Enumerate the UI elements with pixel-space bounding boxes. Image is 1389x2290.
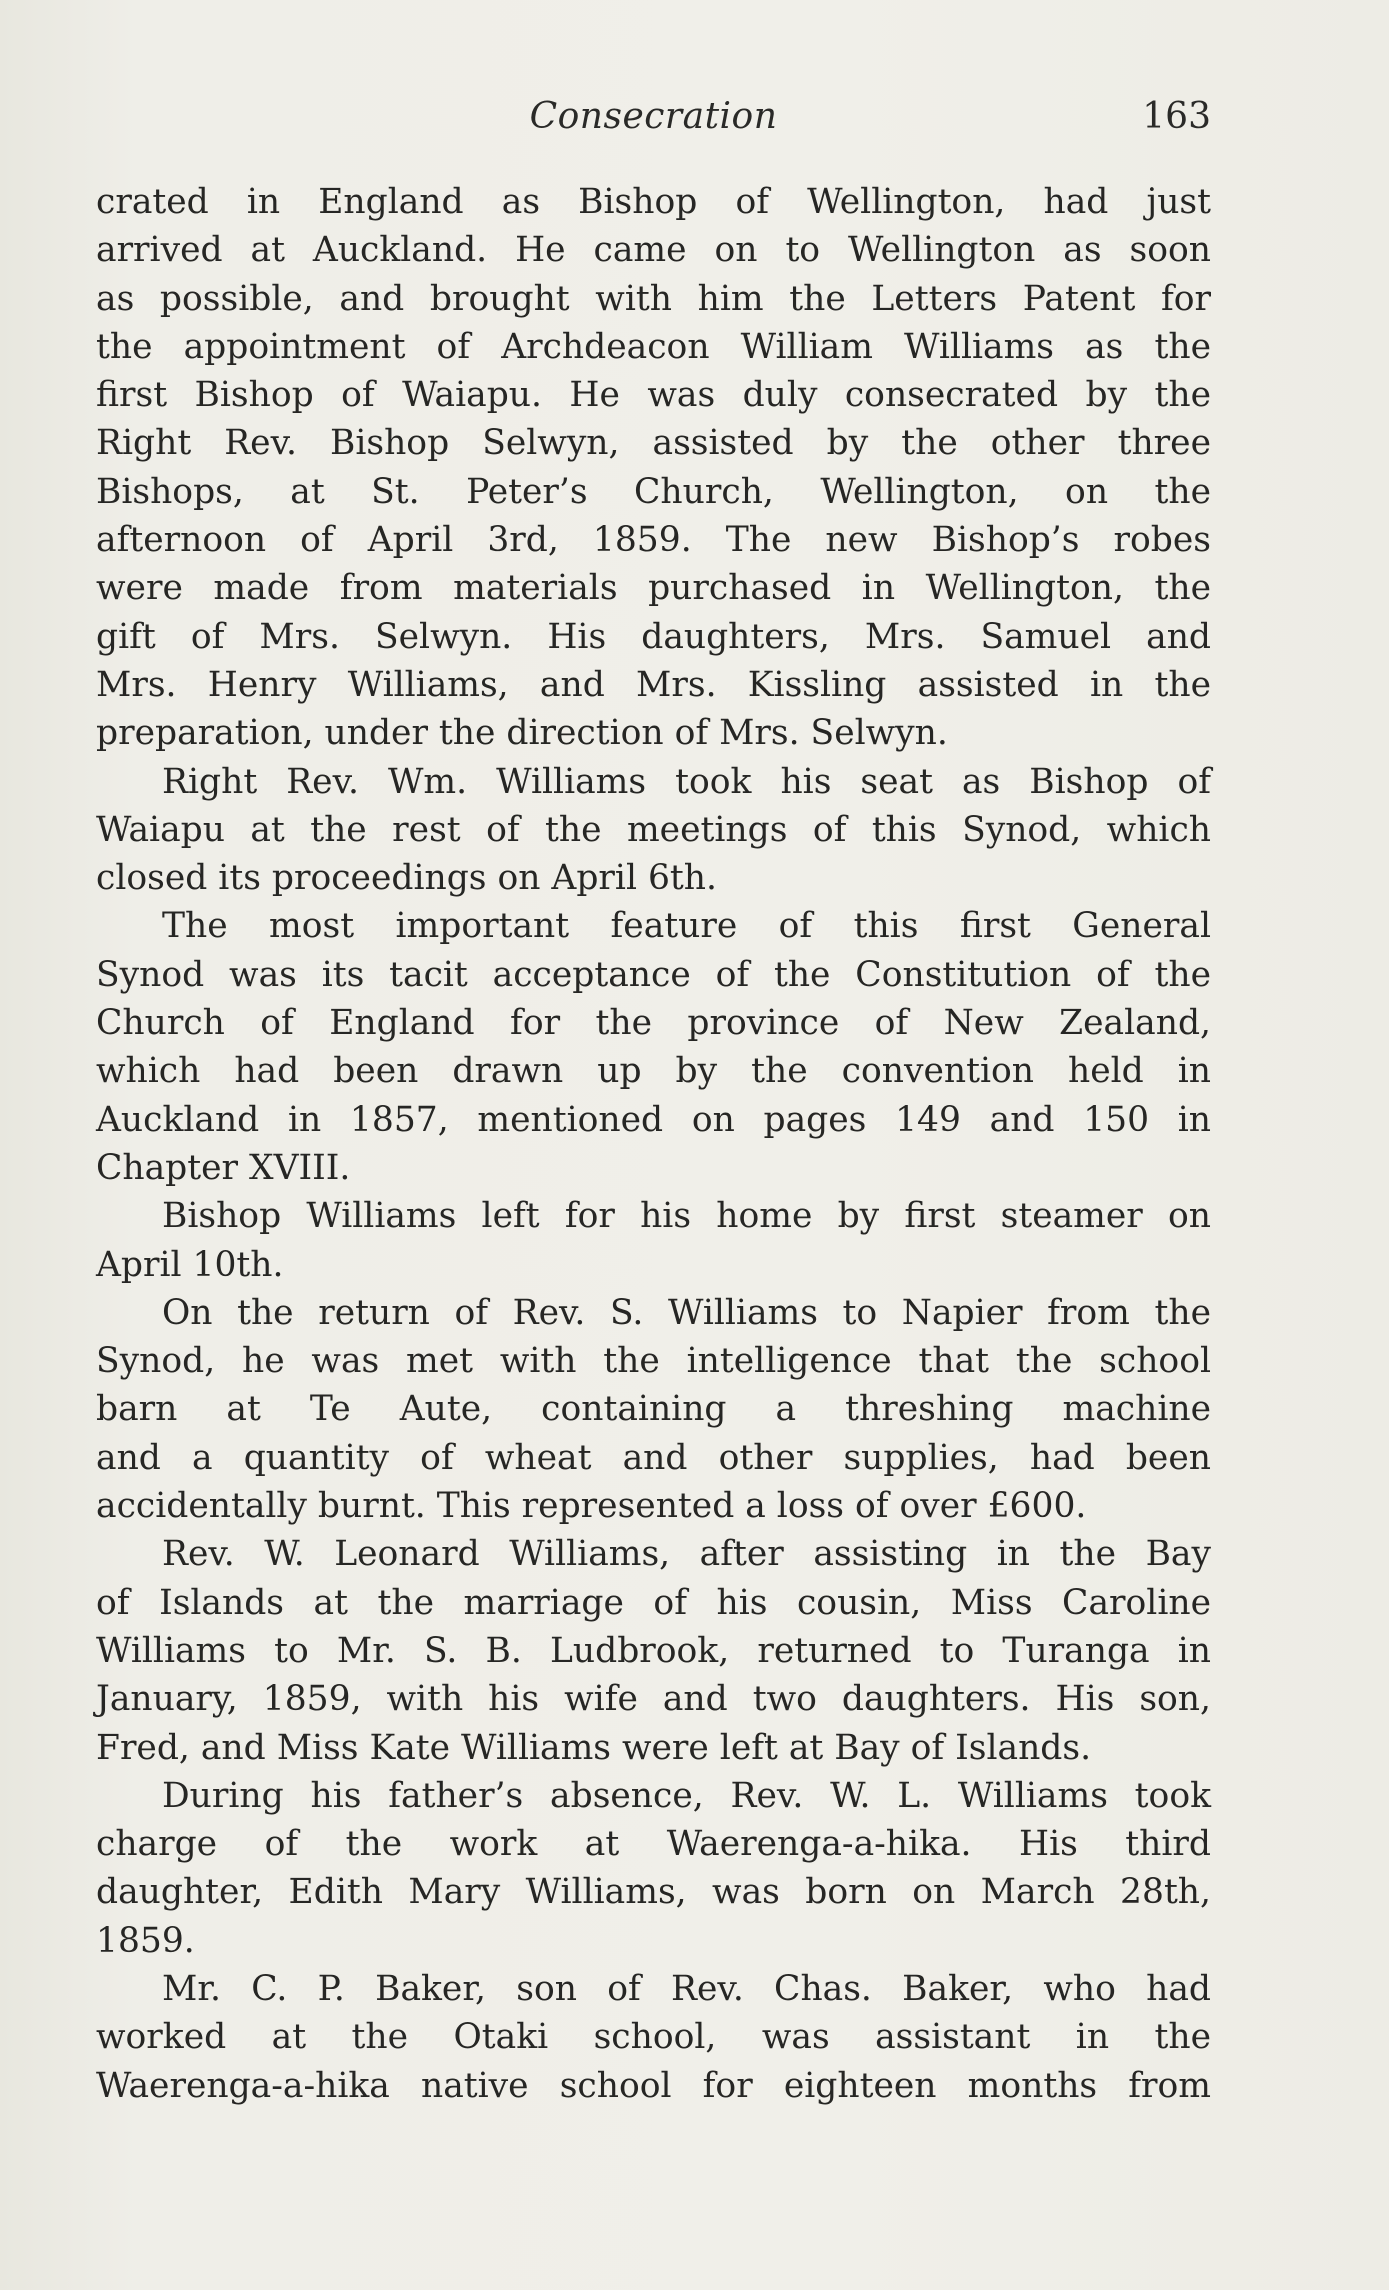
text-line: April 10th.	[96, 1244, 284, 1285]
page-number: 163	[1142, 96, 1211, 137]
paragraph	[96, 1530, 1211, 1771]
paragraph	[96, 1772, 1211, 1965]
text-line: afternoon of April 3rd, 1859. The new Bishop’s robes	[96, 520, 1211, 561]
text-line: Waiapu at the rest of the meetings of this Synod, which	[96, 809, 1211, 850]
text-line: preparation, under the direction of Mrs. Selwyn.	[96, 713, 948, 754]
text-line: Right Rev. Wm. Williams took his seat as Bishop of	[162, 761, 1211, 802]
text-line: first Bishop of Waiapu. He was duly consecrated by the	[96, 375, 1211, 416]
text-line: Rev. W. Leonard Williams, after assisting in the Bay	[162, 1534, 1211, 1575]
text-line: During his father’s absence, Rev. W. L. Williams took	[162, 1775, 1211, 1816]
text-line: 1859.	[96, 1920, 195, 1961]
text-line: charge of the work at Waerenga-a-hika. His third	[96, 1824, 1211, 1865]
text-line: Synod was its tacit acceptance of the Constitution of the	[96, 954, 1211, 995]
paragraph	[96, 1289, 1211, 1530]
text-line: which had been drawn up by the convention held in	[96, 1051, 1211, 1092]
text-line: Synod, he was met with the intelligence that the school	[96, 1341, 1211, 1382]
text-line: Right Rev. Bishop Selwyn, assisted by the other three	[96, 423, 1211, 464]
text-line: The most important feature of this first General	[162, 906, 1211, 947]
text-line: barn at Te Aute, containing a threshing machine	[96, 1389, 1211, 1430]
text-line: closed its proceedings on April 6th.	[96, 858, 717, 899]
text-line: of Islands at the marriage of his cousin, Miss Caroline	[96, 1582, 1211, 1623]
text-line: and a quantity of wheat and other supplies, had been	[96, 1437, 1211, 1478]
paragraph	[96, 1965, 1211, 2110]
text-line: accidentally burnt. This represented a loss of over £600.	[96, 1486, 1087, 1527]
text-line: gift of Mrs. Selwyn. His daughters, Mrs. Samuel and	[96, 616, 1211, 657]
text-line: Chapter XVIII.	[96, 1147, 351, 1188]
text-line: crated in England as Bishop of Wellington, had just	[96, 182, 1211, 222]
text-line: worked at the Otaki school, was assistant in the	[96, 2017, 1211, 2058]
text-line: Bishops, at St. Peter’s Church, Wellington, on the	[96, 471, 1211, 512]
text-line: On the return of Rev. S. Williams to Napier from the	[162, 1292, 1211, 1333]
paragraph	[96, 758, 1211, 903]
text-line: Waerenga-a-hika native school for eighteen months from	[96, 2065, 1211, 2106]
text-line: as possible, and brought with him the Letters Patent for	[96, 278, 1211, 319]
text-line: arrived at Auckland. He came on to Wellington as soon	[96, 230, 1211, 271]
text-line: Williams to Mr. S. B. Ludbrook, returned to Turanga in	[96, 1630, 1211, 1671]
text-line: Bishop Williams left for his home by first steamer on	[162, 1196, 1211, 1237]
text-line: Fred, and Miss Kate Williams were left at Bay of Islands.	[96, 1727, 1092, 1768]
text-line: Mrs. Henry Williams, and Mrs. Kissling assisted in the	[96, 664, 1211, 705]
text-line: Mr. C. P. Baker, son of Rev. Chas. Baker, who had	[162, 1968, 1211, 2009]
paragraph	[96, 178, 1211, 758]
text-line: Auckland in 1857, mentioned on pages 149 and 150 in	[96, 1099, 1211, 1140]
text-line: the appointment of Archdeacon William Williams as the	[96, 326, 1211, 367]
paragraph	[96, 1192, 1211, 1289]
running-head	[96, 96, 1211, 146]
text-line: Church of England for the province of New Zealand,	[96, 1003, 1211, 1044]
text-line: January, 1859, with his wife and two daughters. His son,	[96, 1679, 1211, 1720]
body-text	[96, 178, 1211, 2110]
text-line: were made from materials purchased in Wellington, the	[96, 568, 1211, 609]
text-line: daughter, Edith Mary Williams, was born on March 28th,	[96, 1872, 1211, 1913]
paragraph	[96, 902, 1211, 1192]
running-title: Consecration	[529, 96, 778, 137]
